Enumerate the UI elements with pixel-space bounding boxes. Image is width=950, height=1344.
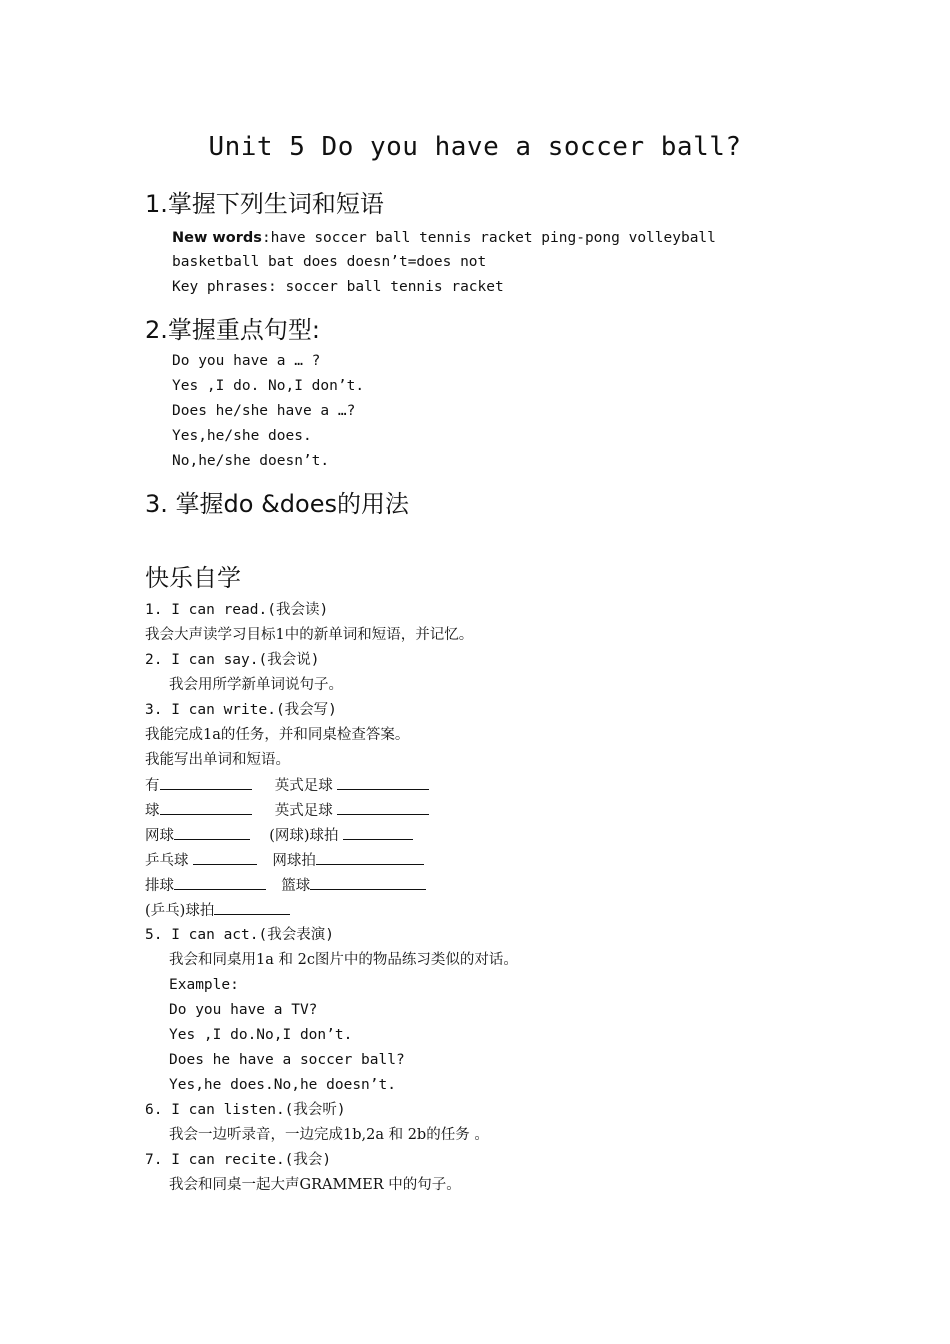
vocab-row	[145, 775, 429, 796]
new-words-line	[172, 228, 716, 248]
item7-desc: 我会和同桌一起大声GRAMMER 中的句子。	[169, 1177, 461, 1193]
vocab-row	[145, 900, 290, 921]
vocab-row	[145, 850, 424, 871]
example-line: Yes ,I do.No,I don’t.	[169, 1027, 353, 1043]
item3-desc: 我能写出单词和短语。	[145, 752, 290, 768]
vocab-prompt: (网球)球拍	[269, 828, 339, 844]
vocab-row	[145, 875, 426, 896]
section2-heading: 2.掌握重点句型:	[145, 316, 320, 344]
key-phrases: Key phrases: soccer ball tennis racket	[172, 279, 504, 295]
answer-blank[interactable]	[316, 850, 424, 865]
item5: 5. I can act.(我会表演)	[145, 927, 334, 943]
pattern-line: Do you have a … ?	[172, 353, 321, 369]
item5-desc: 我会和同桌用1a 和 2c图片中的物品练习类似的对话。	[169, 952, 518, 968]
example-label: Example:	[169, 977, 239, 993]
example-line: Does he have a soccer ball?	[169, 1052, 405, 1068]
item2-desc: 我会用所学新单词说句子。	[169, 677, 343, 693]
answer-blank[interactable]	[310, 875, 426, 890]
vocab-prompt: 网球拍	[272, 853, 316, 869]
pattern-line: Yes ,I do. No,I don’t.	[172, 378, 365, 394]
vocab-row	[145, 825, 413, 846]
answer-blank[interactable]	[343, 825, 413, 840]
vocab-prompt: 篮球	[281, 878, 311, 894]
item3: 3. I can write.(我会写)	[145, 702, 337, 718]
answer-blank[interactable]	[193, 850, 257, 865]
vocab-prompt: 球	[145, 803, 160, 819]
example-line: Do you have a TV?	[169, 1002, 318, 1018]
item3-desc: 我能完成1a的任务，并和同桌检查答案。	[145, 727, 410, 743]
example-line: Yes,he does.No,he doesn’t.	[169, 1077, 396, 1093]
vocab-prompt: 乒乓球	[145, 853, 189, 869]
section3-heading: 3. 掌握do &does的用法	[145, 490, 409, 518]
vocab-prompt: (乒乓)球拍	[145, 903, 215, 919]
answer-blank[interactable]	[337, 775, 429, 790]
section1-heading: 1.掌握下列生词和短语	[145, 190, 384, 218]
new-words-list: :have soccer ball tennis racket ping-pong volleyball	[261, 230, 716, 246]
item2: 2. I can say.(我会说)	[145, 652, 320, 668]
new-words-line2: basketball bat does doesn’t=does not	[172, 254, 487, 270]
answer-blank[interactable]	[337, 800, 429, 815]
item1-desc: 我会大声读学习目标1中的新单词和短语，并记忆。	[145, 627, 474, 643]
vocab-prompt: 有	[145, 778, 160, 794]
answer-blank[interactable]	[174, 825, 250, 840]
pattern-line: No,he/she doesn’t.	[172, 453, 330, 469]
new-words-label: New words	[172, 230, 262, 246]
vocab-prompt: 排球	[145, 878, 174, 894]
item1: 1. I can read.(我会读)	[145, 602, 329, 618]
answer-blank[interactable]	[160, 775, 252, 790]
vocab-row	[145, 800, 429, 821]
item6-desc: 我会一边听录音，一边完成1b,2a 和 2b的任务 。	[169, 1127, 489, 1143]
pattern-line: Yes,he/she does.	[172, 428, 312, 444]
item7: 7. I can recite.(我会)	[145, 1152, 332, 1168]
page-title: Unit 5 Do you have a soccer ball?	[208, 132, 742, 162]
vocab-prompt: 英式足球	[274, 778, 333, 794]
vocab-prompt: 网球	[145, 828, 174, 844]
answer-blank[interactable]	[174, 875, 266, 890]
item6: 6. I can listen.(我会听)	[145, 1102, 346, 1118]
pattern-line: Does he/she have a …?	[172, 403, 356, 419]
answer-blank[interactable]	[214, 900, 290, 915]
vocab-prompt: 英式足球	[274, 803, 333, 819]
answer-blank[interactable]	[160, 800, 252, 815]
self-study-heading: 快乐自学	[145, 564, 241, 592]
